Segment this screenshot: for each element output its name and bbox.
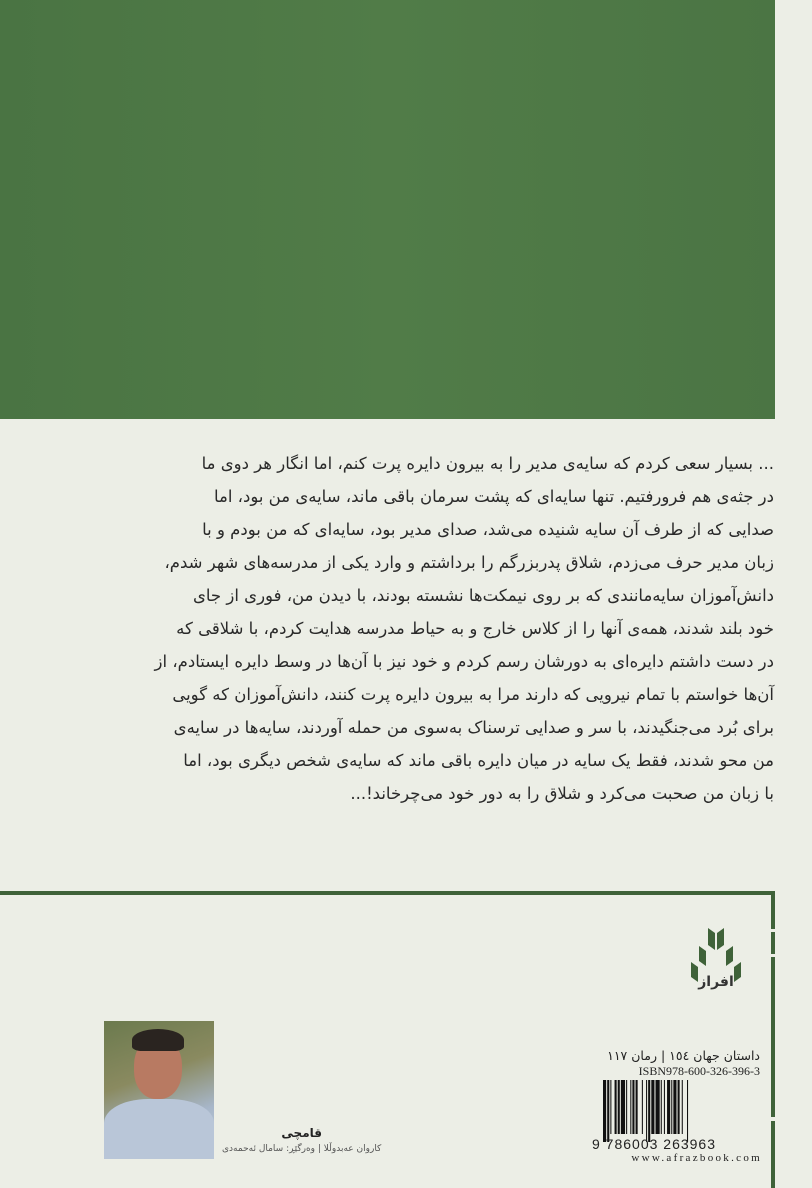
author-photo xyxy=(104,1021,214,1159)
blurb-line: ... بسیار سعی کردم که سایه‌ی مدیر را به بیرون دایره پرت کنم، اما انگار هر دوی ما xyxy=(201,454,774,473)
barcode-bar xyxy=(667,1080,670,1134)
barcode-bar xyxy=(610,1080,611,1134)
barcode-bar xyxy=(607,1080,609,1142)
barcode-bar xyxy=(603,1080,606,1142)
blurb-line: خود بلند شدند، همه‌ی آنها را از کلاس خارج و به حیاط مدرسه هدایت کردم، با شلاقی که xyxy=(176,619,774,638)
barcode-bar xyxy=(642,1080,643,1134)
blurb-line: دانش‌آموزان سایه‌مانندی که بر روی نیمکت‌ها نشسته بودند، با دیدن من، فوری از جای xyxy=(192,586,774,605)
barcode-number: 9 786003 263963 xyxy=(592,1136,716,1152)
author-translator-credit: کاروان عەبدوڵلا | وەرگێڕ: سامال ئەحمەدی xyxy=(222,1144,382,1154)
barcode-bar xyxy=(615,1080,617,1134)
barcode-bar xyxy=(661,1080,662,1134)
divider-vertical xyxy=(771,932,775,954)
publisher-logo-text: افراز xyxy=(698,974,734,990)
book-title: قامچی xyxy=(281,1126,322,1140)
blurb-line: صدایی که از طرف آن سایه شنیده می‌شد، صدای مدیر بود، سایه‌ای که من بودم و با xyxy=(202,520,774,539)
blurb-line: برای بُرد می‌جنگیدند، با سر و صدایی ترسناک به‌سوی من حمله آوردند، سایه‌ها در سایه‌ی xyxy=(173,718,774,737)
divider-vertical xyxy=(771,1121,775,1188)
blurb-line: آن‌ها خواستم با تمام نیرویی که دارند مرا به بیرون دایره پرت کنند، دانش‌آموزان که گویی xyxy=(172,685,774,704)
publisher-website: www.afrazbook.com xyxy=(631,1152,762,1164)
barcode-bar xyxy=(678,1080,680,1134)
barcode-bar xyxy=(687,1080,688,1142)
barcode-bar xyxy=(621,1080,625,1134)
barcode xyxy=(603,1080,757,1142)
barcode-bar xyxy=(648,1080,650,1142)
barcode-bar xyxy=(664,1080,665,1134)
blurb-line: من محو شدند، فقط یک سایه در میان دایره باقی ماند که سایه‌ی شخص دیگری بود، اما xyxy=(183,751,774,770)
barcode-bar xyxy=(673,1080,676,1134)
divider-vertical xyxy=(771,891,775,929)
blurb-line: زبان مدیر حرف می‌زدم، شلاق پدربزرگم را برداشتم و وارد یکی از مدرسه‌های شهر شدم، xyxy=(164,553,774,572)
back-cover-blurb xyxy=(118,447,774,810)
divider-horizontal xyxy=(0,891,775,895)
barcode-bar xyxy=(646,1080,647,1142)
barcode-bar xyxy=(682,1080,683,1134)
barcode-bar xyxy=(636,1080,638,1134)
barcode-bar xyxy=(630,1080,631,1134)
isbn: ISBN978-600-326-396-3 xyxy=(638,1064,760,1078)
blurb-line: در جثه‌ی هم فرورفتیم. تنها سایه‌ای که پشت سرمان باقی ماند، سایه‌ی من بود، اما xyxy=(213,487,774,506)
barcode-bar xyxy=(618,1080,620,1134)
series-info: داستان جهان ١٥٤ | رمان ١١٧ xyxy=(607,1048,760,1063)
barcode-bar xyxy=(626,1080,627,1134)
blurb-line: در دست داشتم دایره‌ای به دورشان رسم کردم و خود نیز با آن‌ها در وسط دایره ایستادم، از xyxy=(154,652,774,671)
barcode-bar xyxy=(632,1080,634,1134)
barcode-bar xyxy=(651,1080,654,1134)
publisher-logo-icon xyxy=(690,928,742,994)
cover-green-panel xyxy=(0,0,775,419)
divider-vertical xyxy=(771,957,775,1117)
barcode-bar xyxy=(656,1080,660,1134)
barcode-bar xyxy=(671,1080,672,1134)
blurb-line: با زبان من صحبت می‌کرد و شلاق را به دور خود می‌چرخاند!... xyxy=(350,784,774,803)
